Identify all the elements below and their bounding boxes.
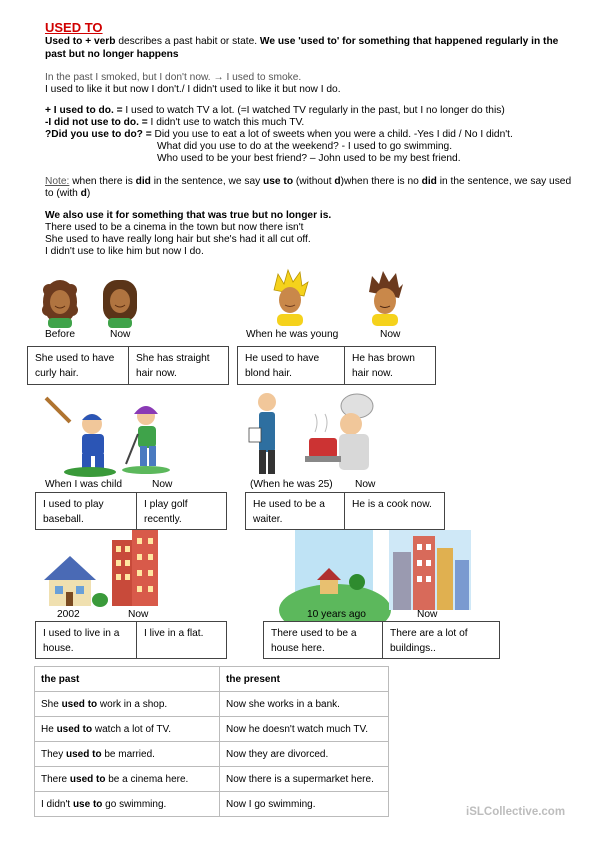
note-b4: did: [421, 176, 437, 187]
panel-2-past-sentence: He used to have blond hair.: [245, 353, 320, 379]
example-line-1: In the past I smoked, but I don't now. → I used to smoke.: [45, 72, 302, 83]
note-t1: when there is: [69, 176, 136, 187]
panel-2-caption-now: Now: [380, 329, 401, 340]
intro-line-1: [45, 36, 558, 49]
panel-3-caption-now: Now: [152, 479, 173, 490]
panel-5-past-sentence: I used to live in a house.: [43, 628, 120, 654]
panel-3-sentence-box: [35, 492, 227, 530]
also-line-1: There used to be a cinema in the town but now there isn't: [45, 222, 304, 233]
form-positive-label: + I used to do. =: [45, 105, 123, 116]
note-t3: (without: [293, 176, 335, 187]
panel-1-caption-before: Before: [45, 329, 76, 340]
panel-5-sentence-box: [35, 621, 227, 659]
panel-2-present-sentence: He has brown hair now.: [344, 347, 435, 384]
table-header-row: [35, 667, 389, 692]
panel-3-past-sentence: I used to play baseball.: [43, 499, 104, 525]
panel-2-caption-before: When he was young: [246, 329, 339, 340]
cell-bold: used to: [56, 723, 93, 735]
note-b3: d: [334, 176, 341, 187]
table-row: [35, 792, 389, 817]
note-l2b: d: [80, 188, 87, 199]
cell-post: go swimming.: [102, 798, 167, 810]
intro-bold-3: past but no longer happens: [45, 49, 179, 60]
also-line-3: I didn't use to like him but now I do.: [45, 246, 204, 257]
table-cell-past: [35, 692, 220, 717]
panel-1-caption-now: Now: [110, 329, 131, 340]
past-present-table: [34, 666, 389, 817]
panel-6-sentence-box: [263, 621, 500, 659]
example-line-2: I used to like it but now I don't./ I didn't used to like it but now I do.: [45, 84, 341, 95]
note-b1: did: [135, 176, 151, 187]
panel-4-caption-now: Now: [355, 479, 376, 490]
panel-3-present-sentence: I play golf recently.: [136, 493, 226, 529]
table-cell-present: Now they are divorced.: [220, 742, 389, 767]
note-label: Note:: [45, 176, 70, 187]
table-cell-past: [35, 792, 220, 817]
intro-text: describes a past habit or state.: [115, 36, 260, 47]
cell-pre: I didn't: [41, 798, 73, 810]
boy-brown-hair-illustration: [365, 268, 405, 328]
table-cell-past: [35, 767, 220, 792]
form-question-text: Did you use to eat a lot of sweets when you were a child. -Yes I did / No I didn't.: [151, 129, 513, 140]
baseball-golf-illustration: [40, 394, 190, 478]
also-heading: We also use it for something that was true but no longer is.: [45, 210, 332, 221]
panel-4-caption-before: (When he was 25): [250, 479, 333, 490]
table-row: [35, 692, 389, 717]
form-question: [45, 129, 513, 142]
also-line-2: She used to have really long hair but she's had it all cut off.: [45, 234, 311, 245]
note-l2c: ): [86, 188, 91, 199]
table-header-past: the past: [35, 667, 220, 692]
panel-6-present-sentence: There are a lot of buildings..: [382, 622, 499, 658]
panel-1-sentence-box: [27, 346, 229, 385]
table-cell-past: [35, 742, 220, 767]
form-positive-text: I used to watch TV a lot. (=I watched TV regularly in the past, but I no longer do this): [122, 105, 505, 116]
form-negative: [45, 117, 304, 130]
panel-3-caption-before: When I was child: [45, 479, 123, 490]
table-cell-present: Now he doesn't watch much TV.: [220, 717, 389, 742]
panel-1-present-sentence: She has straight hair now.: [128, 347, 228, 384]
panel-5-present-sentence: I live in a flat.: [136, 622, 226, 658]
table-cell-past: [35, 717, 220, 742]
table-cell-present: Now she works in a bank.: [220, 692, 389, 717]
cell-bold: use to: [72, 798, 103, 810]
landscape-city-illustration: [295, 530, 475, 610]
table-cell-present: Now I go swimming.: [220, 792, 389, 817]
cell-post: watch a lot of TV.: [92, 723, 172, 735]
panel-6-caption-before: 10 years ago: [307, 609, 366, 620]
panel-5-caption-before: 2002: [57, 609, 80, 620]
cell-bold: used to: [61, 698, 98, 710]
watermark: iSLCollective.com: [466, 806, 566, 818]
cell-post: be a cinema here.: [105, 773, 189, 785]
cell-bold: used to: [66, 748, 102, 760]
intro-bold-1: Used to + verb: [45, 36, 116, 47]
intro-bold-2: We use 'used to' for something that happened regularly in the: [259, 36, 559, 47]
panel-6-past-sentence: There used to be a house here.: [271, 628, 357, 654]
table-row: [35, 742, 389, 767]
panel-2-sentence-box: [237, 346, 436, 385]
cell-post: be married.: [101, 748, 155, 760]
form-positive: [45, 105, 505, 118]
form-negative-text: I didn't use to watch this much TV.: [147, 117, 305, 128]
form-question-2: What did you use to do at the weekend? - I used to go swimming.: [157, 141, 453, 152]
cell-pre: He: [41, 723, 57, 735]
cell-bold: used to: [69, 773, 106, 785]
note-line-2: [45, 188, 90, 201]
cell-pre: They: [41, 748, 67, 760]
cell-post: work in a shop.: [97, 698, 168, 710]
note-l2a: to (with: [45, 188, 81, 199]
panel-4-past-sentence: He used to be a waiter.: [253, 499, 325, 525]
boy-blond-hair-illustration: [270, 268, 310, 328]
table-cell-present: Now there is a supermarket here.: [220, 767, 389, 792]
girl-straight-hair-illustration: [100, 276, 140, 328]
note-line-1: [45, 176, 571, 189]
cell-pre: She: [41, 698, 62, 710]
panel-4-sentence-box: [245, 492, 445, 530]
note-t2: in the sentence, we say: [150, 176, 264, 187]
note-t5: in the sentence, we say used: [436, 176, 572, 187]
table-header-present: the present: [220, 667, 389, 692]
intro-line-2: [45, 49, 179, 62]
panel-5-caption-now: Now: [128, 609, 149, 620]
cell-pre: There: [41, 773, 70, 785]
panel-4-present-sentence: He is a cook now.: [344, 493, 444, 529]
page-title: USED TO: [45, 20, 103, 35]
note-t4: )when there is no: [340, 176, 422, 187]
house-flat-illustration: [40, 526, 160, 608]
panel-6-caption-now: Now: [417, 609, 438, 620]
table-row: [35, 767, 389, 792]
table-row: [35, 717, 389, 742]
form-question-3: Who used to be your best friend? – John used to be my best friend.: [157, 153, 461, 164]
form-negative-label: -I did not use to do. =: [45, 117, 148, 128]
panel-1-past-sentence: She used to have curly hair.: [35, 353, 115, 379]
waiter-cook-illustration: [245, 388, 380, 478]
note-b2: use to: [263, 176, 294, 187]
form-question-label: ?Did you use to do? =: [45, 129, 152, 140]
